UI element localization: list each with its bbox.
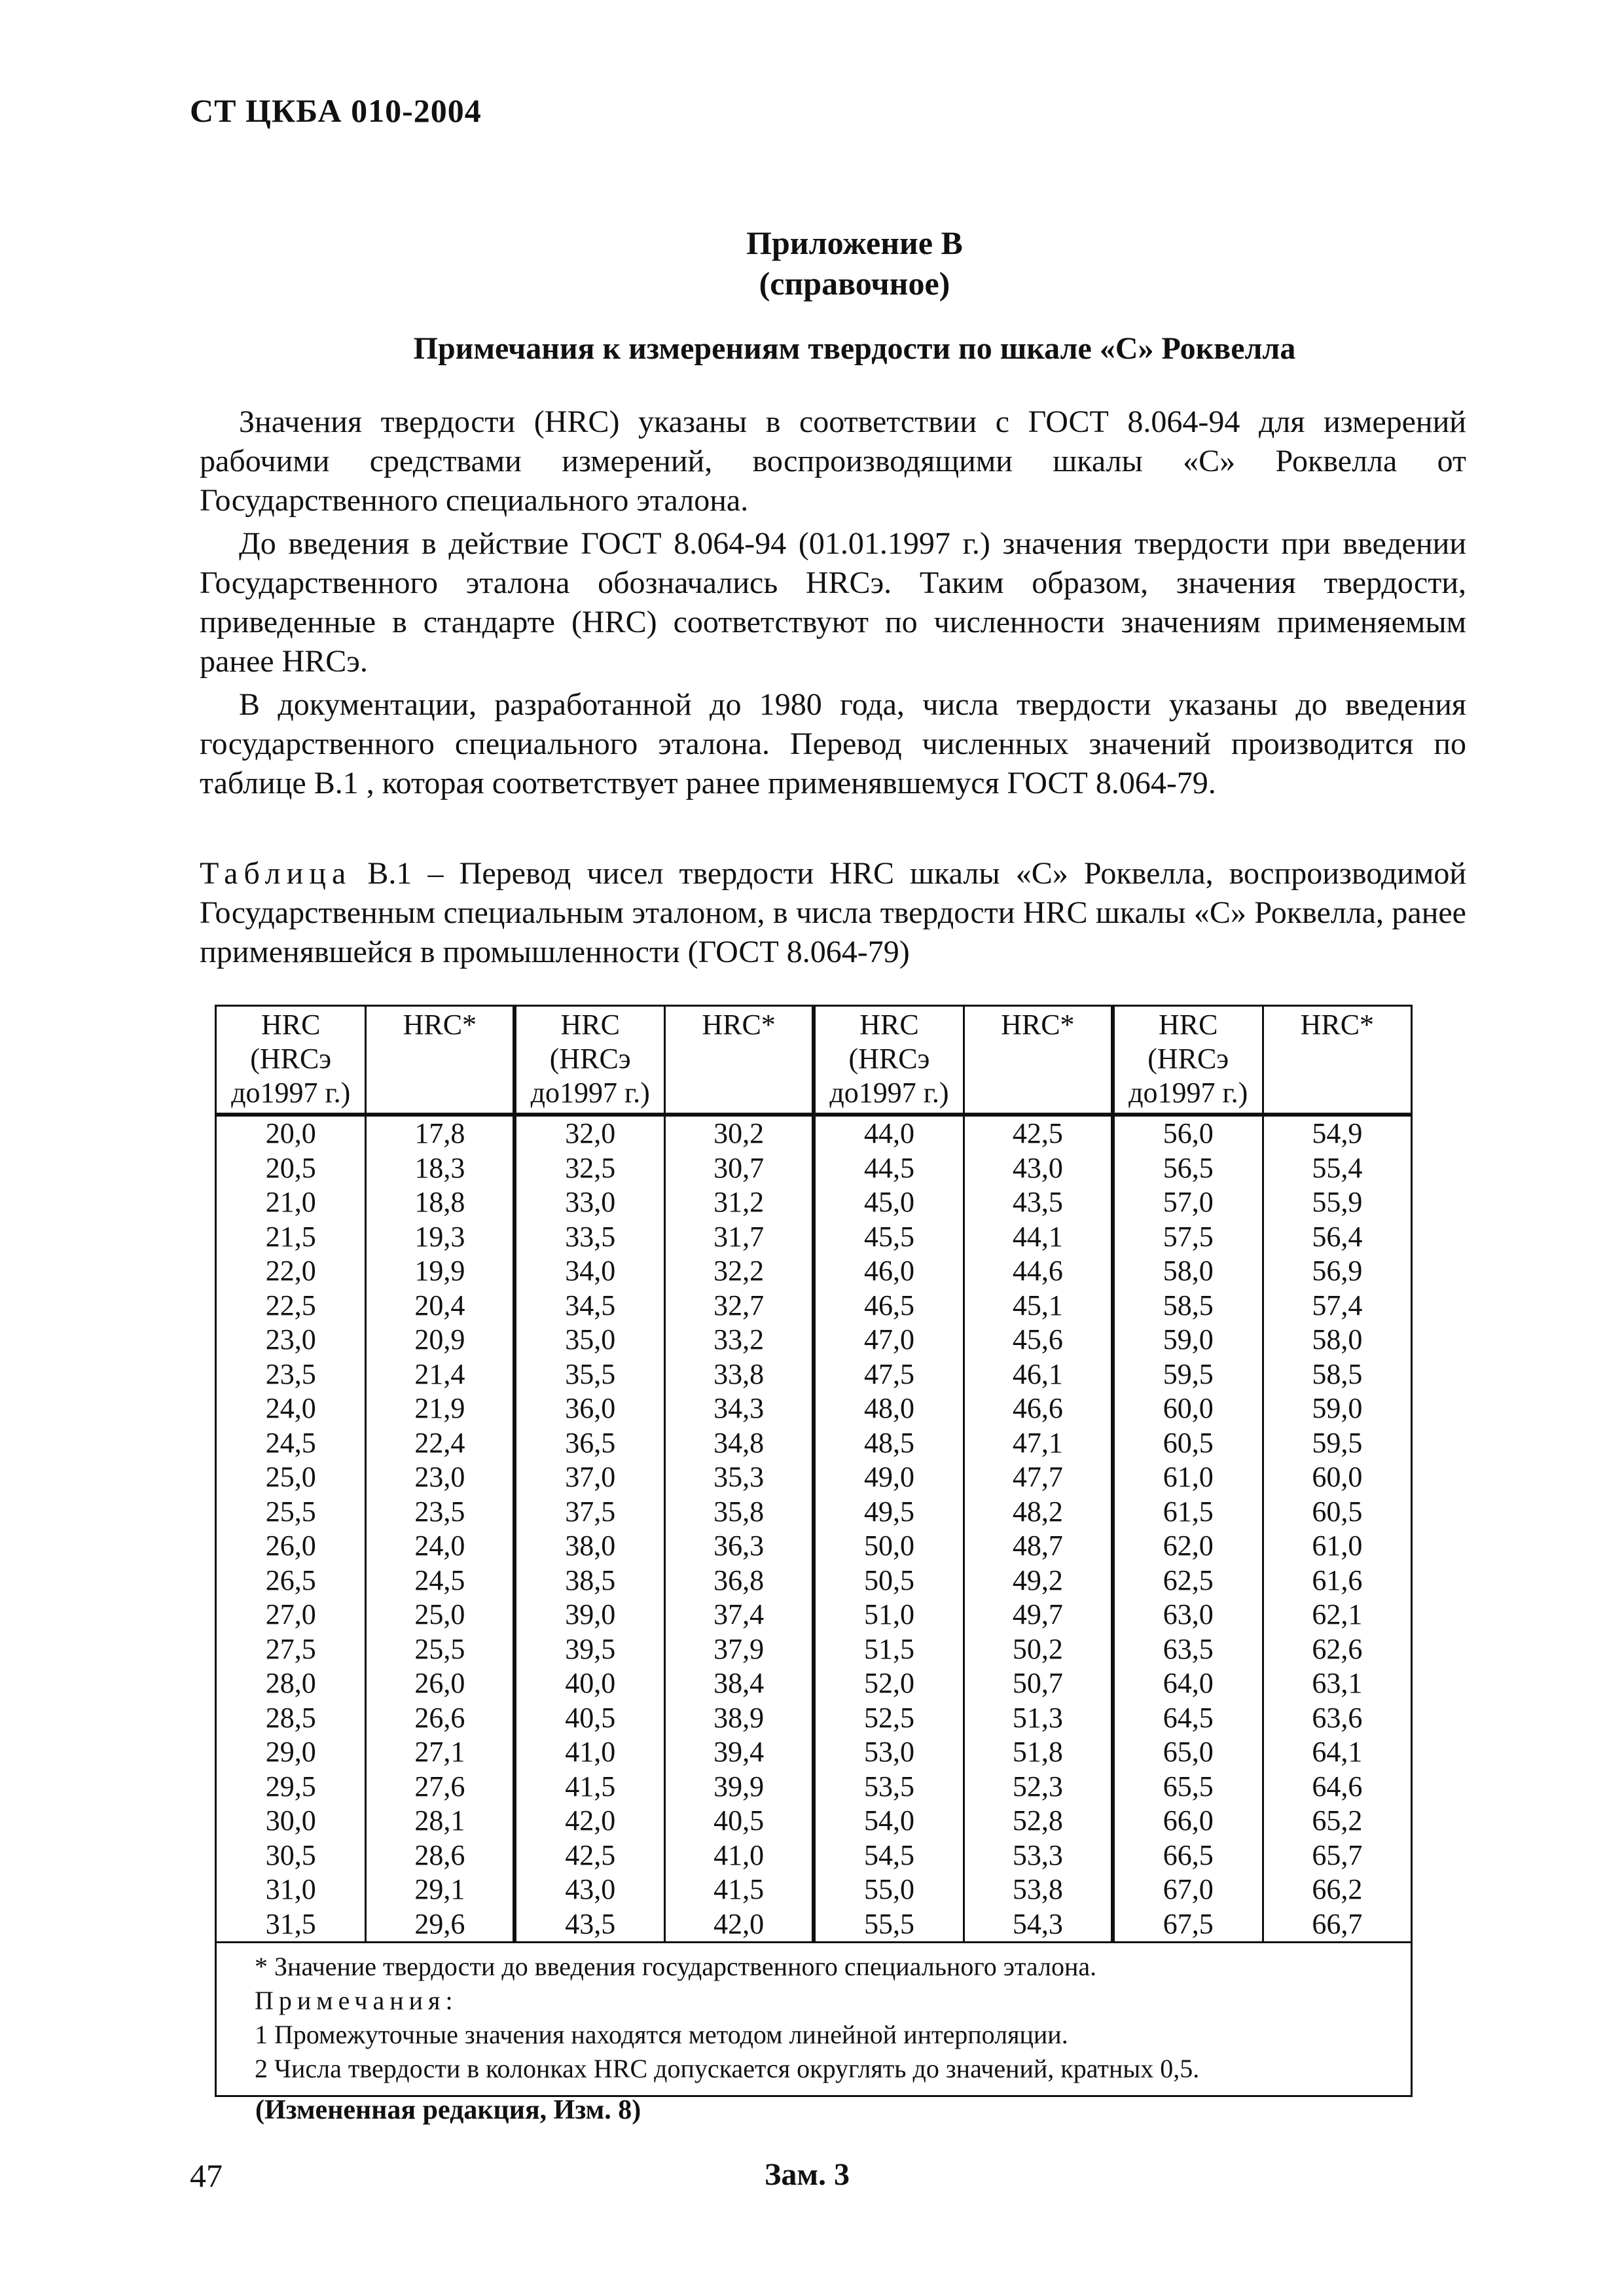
table-cell: 62,0 [1113,1529,1263,1564]
table-cell: 57,5 [1113,1220,1263,1255]
table-row [216,1323,1412,1357]
section-heading: Примечания к измерениям твердости по шкале «С» Роквелла [413,331,1296,366]
table-cell: 44,5 [814,1151,964,1186]
table-cell: 66,0 [1113,1804,1263,1839]
table-cell: 35,3 [665,1460,814,1495]
header-hrc-e-col-1 [216,1006,366,1115]
table-cell: 47,5 [814,1357,964,1392]
table-cell: 50,7 [964,1666,1112,1701]
appendix-title [0,223,1624,304]
table-cell: 25,0 [216,1460,366,1495]
amendment-note: (Измененная редакция, Изм. 8) [255,2095,641,2125]
table-cell: 67,0 [1113,1873,1263,1907]
table-cell: 56,0 [1113,1115,1263,1151]
table-caption [200,854,1466,972]
paragraph-3: В документации, разработанной до 1980 года, числа твердости указаны до введения государственного специального эталона. Перевод численных значений производится по таблице В.1 , которая соответствует ранее применявшемуся ГОСТ 8.064-79. [200,687,1466,800]
table-cell: 54,3 [964,1907,1112,1943]
table-cell: 56,9 [1263,1254,1411,1289]
header-hrc-e-line2: (HRCэ [848,1043,930,1075]
table-row [216,1151,1412,1186]
table-row [216,1666,1412,1701]
table-row [216,1357,1412,1392]
table-cell: 46,5 [814,1289,964,1323]
table-cell: 34,8 [665,1426,814,1461]
table-cell: 39,4 [665,1735,814,1770]
table-row [216,1426,1412,1461]
table-row [216,1220,1412,1255]
table-row [216,1839,1412,1873]
table-cell: 58,0 [1113,1254,1263,1289]
table-cell: 62,6 [1263,1632,1411,1667]
table-cell: 25,0 [366,1598,514,1632]
table-cell: 55,5 [814,1907,964,1943]
header-hrc-e-line1: HRC [1158,1009,1218,1041]
table-cell: 46,1 [964,1357,1112,1392]
table-cell: 49,5 [814,1495,964,1530]
table-cell: 36,0 [514,1391,664,1426]
table-cell: 39,9 [665,1770,814,1804]
table-cell: 42,0 [665,1907,814,1943]
table-cell: 41,5 [665,1873,814,1907]
table-cell: 65,2 [1263,1804,1411,1839]
table-cell: 52,0 [814,1666,964,1701]
table-row [216,1185,1412,1220]
page-number: 47 [190,2157,223,2194]
table-cell: 31,2 [665,1185,814,1220]
table-cell: 37,9 [665,1632,814,1667]
table-cell: 49,7 [964,1598,1112,1632]
table-cell: 52,8 [964,1804,1112,1839]
table-cell: 43,0 [514,1873,664,1907]
table-cell: 40,0 [514,1666,664,1701]
table-cell: 48,7 [964,1529,1112,1564]
table-cell: 48,2 [964,1495,1112,1530]
table-cell: 55,9 [1263,1185,1411,1220]
table-cell: 48,5 [814,1426,964,1461]
table-cell: 48,0 [814,1391,964,1426]
table-cell: 42,5 [514,1839,664,1873]
table-cell: 29,5 [216,1770,366,1804]
table-cell: 44,6 [964,1254,1112,1289]
paragraph-1: Значения твердости (HRC) указаны в соответствии с ГОСТ 8.064-94 для измерений рабочими средствами измерений, воспроизводящими шкалы «С» Роквелла от Государственного специального эталона. [200,404,1466,518]
document-code: СТ ЦКБА 010-2004 [190,92,482,129]
note-2: 2 Числа твердости в колонках HRC допускается округлять до значений, кратных 0,5. [255,2054,1200,2083]
table-cell: 49,2 [964,1564,1112,1598]
table-cell: 35,8 [665,1495,814,1530]
table-cell: 58,5 [1263,1357,1411,1392]
table-cell: 59,5 [1263,1426,1411,1461]
table-cell: 30,0 [216,1804,366,1839]
table-cell: 30,5 [216,1839,366,1873]
table-cell: 20,0 [216,1115,366,1151]
table-cell: 50,0 [814,1529,964,1564]
table-cell: 61,0 [1113,1460,1263,1495]
table-cell: 26,6 [366,1701,514,1736]
table-cell: 45,6 [964,1323,1112,1357]
paragraph-2: До введения в действие ГОСТ 8.064-94 (01.01.1997 г.) значения твердости при введении Государственного эталона обозначались HRCэ. Таким образом, значения твердости, приведенные в стандарте (HRC) соответствуют по численности значениям применяемым ранее HRCэ. [200,526,1466,679]
table-cell: 65,0 [1113,1735,1263,1770]
table-cell: 26,0 [216,1529,366,1564]
table-cell: 63,5 [1113,1632,1263,1667]
table-header-row [216,1006,1412,1115]
table-cell: 60,0 [1113,1391,1263,1426]
header-hrc-e-line3: до1997 г.) [829,1077,949,1109]
table-cell: 38,4 [665,1666,814,1701]
table-cell: 28,5 [216,1701,366,1736]
notes-label: Примечания: [255,1986,458,2015]
table-cell: 51,0 [814,1598,964,1632]
table-cell: 60,5 [1263,1495,1411,1530]
table-cell: 62,1 [1263,1598,1411,1632]
table-caption-text: В.1 – Перевод чисел твердости HRC шкалы «С» Роквелла, воспроизводимой Государственным специальным эталоном, в числа твердости HRC шкалы «С» Роквелла, ранее применявшейся в промышленности (ГОСТ 8.064-79) [200,856,1466,969]
table-cell: 41,0 [514,1735,664,1770]
table-cell: 42,5 [964,1115,1112,1151]
table-cell: 19,9 [366,1254,514,1289]
header-hrc-e-col-3 [814,1006,964,1115]
appendix-title-line1: Приложение В [746,224,963,261]
header-hrc-e-line3: до1997 г.) [231,1077,351,1109]
table-cell: 27,1 [366,1735,514,1770]
table-cell: 44,1 [964,1220,1112,1255]
table-cell: 57,0 [1113,1185,1263,1220]
header-hrc-star-col-4: HRC* [1263,1006,1411,1115]
table-cell: 56,4 [1263,1220,1411,1255]
table-cell: 39,0 [514,1598,664,1632]
table-cell: 53,8 [964,1873,1112,1907]
table-cell: 21,5 [216,1220,366,1255]
table-row [216,1701,1412,1736]
table-cell: 59,5 [1113,1357,1263,1392]
table-cell: 17,8 [366,1115,514,1151]
table-cell: 58,0 [1263,1323,1411,1357]
table-cell: 23,0 [216,1323,366,1357]
table-cell: 23,5 [366,1495,514,1530]
table-row [216,1873,1412,1907]
table-cell: 63,6 [1263,1701,1411,1736]
table-footnote: * Значение твердости до введения государственного специального эталона. [255,1952,1097,1981]
table-cell: 28,0 [216,1666,366,1701]
table-cell: 64,1 [1263,1735,1411,1770]
table-cell: 43,0 [964,1151,1112,1186]
table-cell: 31,0 [216,1873,366,1907]
table-row [216,1529,1412,1564]
table-cell: 63,1 [1263,1666,1411,1701]
header-hrc-e-line1: HRC [859,1009,919,1041]
table-cell: 29,0 [216,1735,366,1770]
table-cell: 27,6 [366,1770,514,1804]
appendix-title-line2: (справочное) [759,265,950,302]
header-hrc-e-line2: (HRCэ [1147,1043,1229,1075]
table-cell: 27,0 [216,1598,366,1632]
table-cell: 23,0 [366,1460,514,1495]
table-cell: 31,5 [216,1907,366,1943]
table-cell: 39,5 [514,1632,664,1667]
table-row [216,1460,1412,1495]
table-cell: 49,0 [814,1460,964,1495]
table-cell: 21,0 [216,1185,366,1220]
header-hrc-star-col-1: HRC* [366,1006,514,1115]
table-row [216,1770,1412,1804]
table-cell: 31,7 [665,1220,814,1255]
header-hrc-star-col-2: HRC* [665,1006,814,1115]
table-row [216,1804,1412,1839]
table-cell: 65,5 [1113,1770,1263,1804]
table-cell: 66,7 [1263,1907,1411,1943]
table-cell: 63,0 [1113,1598,1263,1632]
table-cell: 43,5 [964,1185,1112,1220]
table-cell: 21,4 [366,1357,514,1392]
header-hrc-e-col-2 [514,1006,664,1115]
table-cell: 46,6 [964,1391,1112,1426]
table-cell: 66,5 [1113,1839,1263,1873]
table-cell: 36,5 [514,1426,664,1461]
table-cell: 24,5 [366,1564,514,1598]
table-cell: 58,5 [1113,1289,1263,1323]
table-cell: 53,5 [814,1770,964,1804]
note-1: 1 Промежуточные значения находятся методом линейной интерполяции. [255,2020,1068,2049]
table-cell: 34,5 [514,1289,664,1323]
table-cell: 26,5 [216,1564,366,1598]
table-cell: 55,4 [1263,1151,1411,1186]
table-cell: 23,5 [216,1357,366,1392]
table-cell: 59,0 [1113,1323,1263,1357]
table-cell: 64,5 [1113,1701,1263,1736]
table-cell: 67,5 [1113,1907,1263,1943]
table-cell: 30,2 [665,1115,814,1151]
table-cell: 28,6 [366,1839,514,1873]
table-cell: 30,7 [665,1151,814,1186]
table-cell: 54,9 [1263,1115,1411,1151]
table-cell: 61,6 [1263,1564,1411,1598]
header-hrc-e-line1: HRC [560,1009,620,1041]
table-cell: 27,5 [216,1632,366,1667]
revision-mark: Зам. 3 [765,2157,850,2192]
table-cell: 24,0 [366,1529,514,1564]
table-row [216,1564,1412,1598]
table-cell: 25,5 [216,1495,366,1530]
table-cell: 54,5 [814,1839,964,1873]
header-hrc-e-line3: до1997 г.) [1128,1077,1248,1109]
table-cell: 38,9 [665,1701,814,1736]
header-hrc-star-col-3: HRC* [964,1006,1112,1115]
table-cell: 66,2 [1263,1873,1411,1907]
table-cell: 61,0 [1263,1529,1411,1564]
table-body [216,1115,1412,1943]
table-cell: 45,0 [814,1185,964,1220]
table-cell: 33,8 [665,1357,814,1392]
table-cell: 60,5 [1113,1426,1263,1461]
table-cell: 20,9 [366,1323,514,1357]
table-cell: 65,7 [1263,1839,1411,1873]
table-header [216,1006,1412,1115]
table-cell: 40,5 [665,1804,814,1839]
table-cell: 28,1 [366,1804,514,1839]
table-cell: 44,0 [814,1115,964,1151]
table-cell: 22,0 [216,1254,366,1289]
table-cell: 47,1 [964,1426,1112,1461]
table-row [216,1598,1412,1632]
table-cell: 37,4 [665,1598,814,1632]
table-cell: 20,5 [216,1151,366,1186]
table-cell: 51,3 [964,1701,1112,1736]
table-cell: 33,5 [514,1220,664,1255]
table-cell: 42,0 [514,1804,664,1839]
table-cell: 53,0 [814,1735,964,1770]
table-cell: 64,0 [1113,1666,1263,1701]
table-cell: 45,1 [964,1289,1112,1323]
table-cell: 36,3 [665,1529,814,1564]
table-cell: 52,5 [814,1701,964,1736]
table-row [216,1115,1412,1151]
table-cell: 38,0 [514,1529,664,1564]
table-cell: 37,0 [514,1460,664,1495]
table-cell: 34,3 [665,1391,814,1426]
table-cell: 45,5 [814,1220,964,1255]
table-cell: 51,5 [814,1632,964,1667]
header-hrc-e-line2: (HRCэ [549,1043,631,1075]
table-cell: 43,5 [514,1907,664,1943]
table-cell: 35,5 [514,1357,664,1392]
table-cell: 51,8 [964,1735,1112,1770]
table-cell: 40,5 [514,1701,664,1736]
table-cell: 32,2 [665,1254,814,1289]
table-cell: 50,2 [964,1632,1112,1667]
table-cell: 18,8 [366,1185,514,1220]
table-cell: 38,5 [514,1564,664,1598]
table-cell: 32,7 [665,1289,814,1323]
table-cell: 59,0 [1263,1391,1411,1426]
table-cell: 55,0 [814,1873,964,1907]
table-row [216,1735,1412,1770]
table-cell: 56,5 [1113,1151,1263,1186]
hrc-conversion-table [215,1005,1413,2097]
table-cell: 53,3 [964,1839,1112,1873]
table-row [216,1391,1412,1426]
table-cell: 50,5 [814,1564,964,1598]
table-cell: 24,0 [216,1391,366,1426]
table-row [216,1495,1412,1530]
table-cell: 18,3 [366,1151,514,1186]
table-cell: 19,3 [366,1220,514,1255]
header-hrc-e-line1: HRC [261,1009,321,1041]
table-cell: 47,0 [814,1323,964,1357]
body-text [200,403,1466,807]
table-row [216,1907,1412,1943]
table-cell: 33,0 [514,1185,664,1220]
table-cell: 46,0 [814,1254,964,1289]
table-cell: 52,3 [964,1770,1112,1804]
table-row [216,1289,1412,1323]
table-cell: 34,0 [514,1254,664,1289]
table-cell: 41,5 [514,1770,664,1804]
table-row [216,1254,1412,1289]
header-hrc-e-line2: (HRCэ [250,1043,332,1075]
table-cell: 29,1 [366,1873,514,1907]
table-cell: 57,4 [1263,1289,1411,1323]
header-hrc-e-line3: до1997 г.) [530,1077,650,1109]
table-cell: 32,5 [514,1151,664,1186]
table-cell: 20,4 [366,1289,514,1323]
table-cell: 22,4 [366,1426,514,1461]
table-cell: 47,7 [964,1460,1112,1495]
table-cell: 21,9 [366,1391,514,1426]
table-cell: 54,0 [814,1804,964,1839]
header-hrc-e-col-4 [1113,1006,1263,1115]
table-cell: 62,5 [1113,1564,1263,1598]
table-cell: 22,5 [216,1289,366,1323]
table-notes-row [216,1943,1412,2096]
table-cell: 61,5 [1113,1495,1263,1530]
table-cell: 33,2 [665,1323,814,1357]
table-cell: 29,6 [366,1907,514,1943]
table-cell: 35,0 [514,1323,664,1357]
table-cell: 25,5 [366,1632,514,1667]
table-cell: 41,0 [665,1839,814,1873]
table-cell: 60,0 [1263,1460,1411,1495]
table-cell: 36,8 [665,1564,814,1598]
table-notes [216,1943,1412,2096]
table-caption-label: Таблица [200,856,352,891]
table-cell: 24,5 [216,1426,366,1461]
table-cell: 32,0 [514,1115,664,1151]
table-row [216,1632,1412,1667]
table-cell: 37,5 [514,1495,664,1530]
table-cell: 26,0 [366,1666,514,1701]
table-cell: 64,6 [1263,1770,1411,1804]
